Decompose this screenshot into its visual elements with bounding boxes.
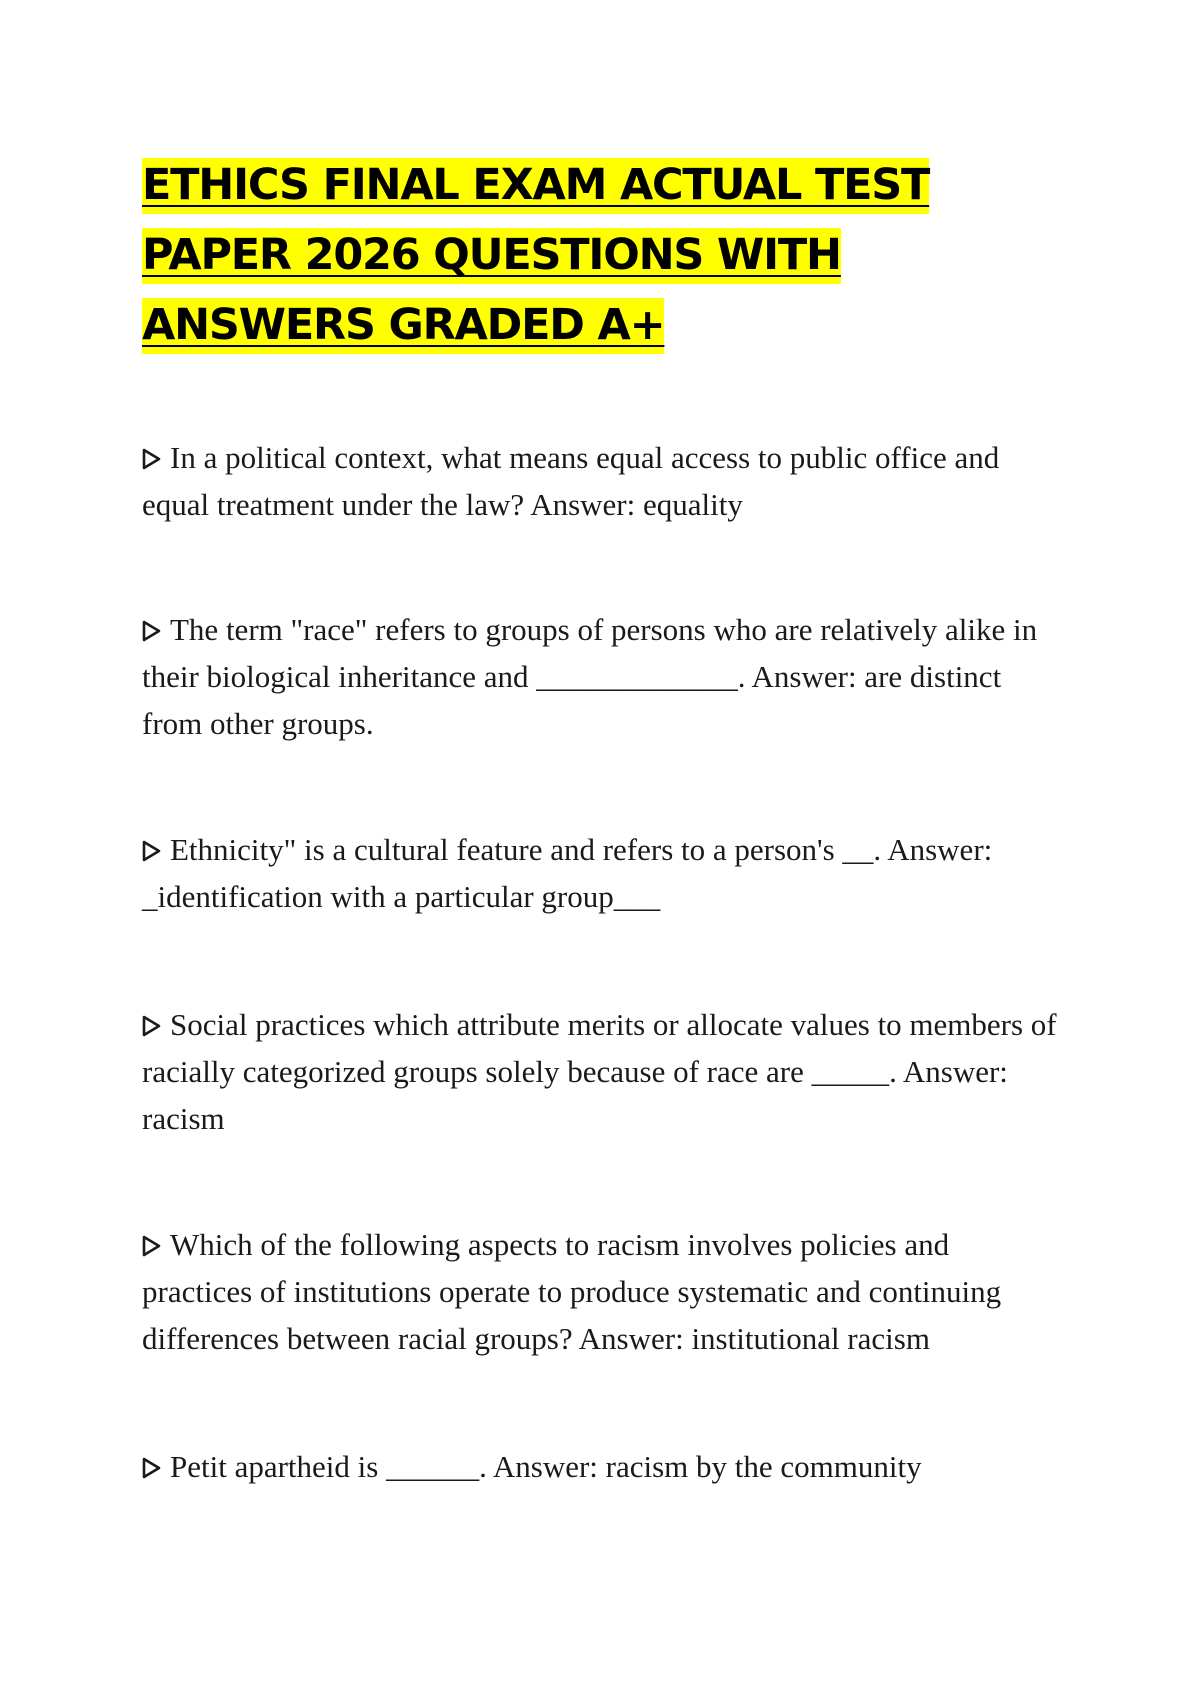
- triangle-right-outline-icon: [142, 826, 170, 873]
- question-item: [142, 1443, 1062, 1490]
- title-highlight: ETHICS FINAL EXAM ACTUAL TEST PAPER 2026 QUESTIONS WITH ANSWERS GRADED A+: [142, 158, 929, 354]
- question-text: The term "race" refers to groups of persons who are relatively alike in their biological inheritance and _____________. Answer: are distinct from other groups.: [142, 612, 1038, 741]
- question-text: Petit apartheid is ______. Answer: racism by the community: [170, 1449, 922, 1484]
- triangle-right-outline-icon: [142, 434, 170, 481]
- question-text: In a political context, what means equal access to public office and equal treatment under the law? Answer: equality: [142, 440, 1000, 522]
- question-item: [142, 1001, 1062, 1142]
- triangle-right-outline-icon: [142, 1001, 170, 1048]
- triangle-right-outline-icon: [142, 1443, 170, 1490]
- question-text: Ethnicity" is a cultural feature and refers to a person's __. Answer: _identification with a particular group___: [142, 832, 993, 914]
- question-text: Social practices which attribute merits or allocate values to members of racially categorized groups solely because of race are _____. Answer: racism: [142, 1007, 1057, 1136]
- question-item: [142, 826, 1062, 920]
- question-item: [142, 1221, 1062, 1362]
- question-item: [142, 434, 1062, 528]
- triangle-right-outline-icon: [142, 1221, 170, 1268]
- triangle-right-outline-icon: [142, 606, 170, 653]
- question-text: Which of the following aspects to racism involves policies and practices of institutions operate to produce systematic and continuing differences between racial groups? Answer: institutional racism: [142, 1227, 1002, 1356]
- page-title: [142, 150, 1072, 360]
- question-item: [142, 606, 1062, 747]
